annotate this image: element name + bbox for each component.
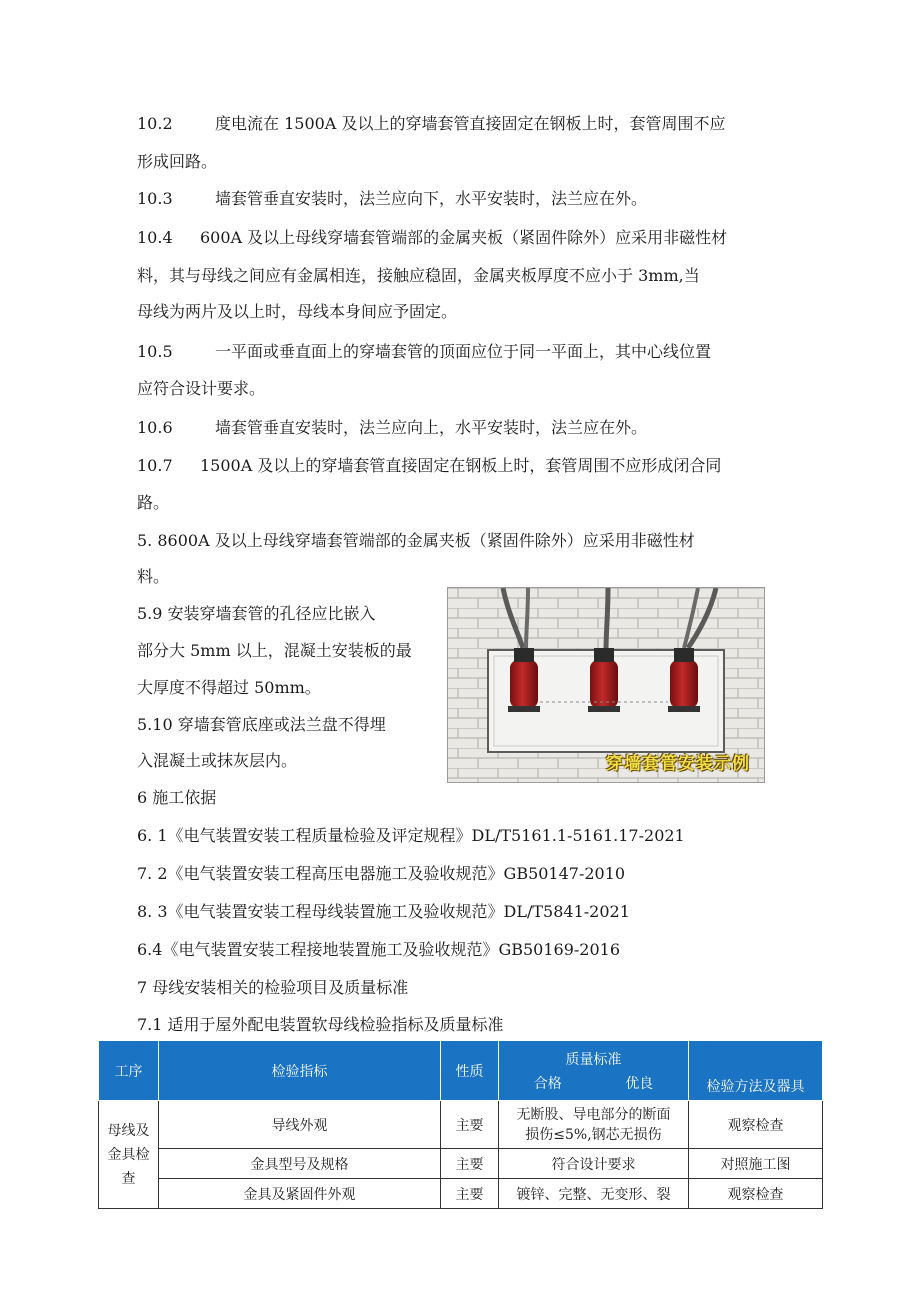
item-number: 10.5 bbox=[137, 342, 173, 361]
method-cell: 观察检查 bbox=[689, 1101, 823, 1149]
indicator-cell: 金具型号及规格 bbox=[159, 1149, 441, 1179]
paragraph-line: 5.10 穿墙套管底座或法兰盘不得埋 bbox=[137, 715, 386, 734]
header-method: 检验方法及器具 bbox=[689, 1041, 823, 1101]
header-standard-title: 质量标准 bbox=[565, 1051, 622, 1068]
header-standard bbox=[499, 1041, 689, 1101]
header-nature: 性质 bbox=[441, 1041, 499, 1101]
standard-cell: 镀锌、完整、无变形、裂 bbox=[499, 1179, 689, 1209]
reference-item: 8. 3《电气装置安装工程母线装置施工及验收规范》DL/T5841-2021 bbox=[137, 902, 630, 921]
item-number: 10.7 bbox=[137, 456, 173, 475]
header-qualified: 合格 bbox=[533, 1075, 562, 1092]
subsection-heading: 7.1 适用于屋外配电装置软母线检验指标及质量标准 bbox=[137, 1015, 504, 1034]
section-heading: 7 母线安装相关的检验项目及质量标准 bbox=[137, 978, 409, 997]
item-number: 10.4 bbox=[137, 228, 173, 247]
method-cell: 对照施工图 bbox=[689, 1149, 823, 1179]
paragraph-line: 料。 bbox=[137, 567, 170, 586]
reference-item: 6. 1《电气装置安装工程质量检验及评定规程》DL/T5161.1-5161.17-2021 bbox=[137, 826, 685, 845]
header-excellent: 优良 bbox=[625, 1075, 654, 1092]
paragraph-line: 部分大 5mm 以上，混凝土安装板的最 bbox=[137, 641, 412, 660]
quality-standard-table bbox=[98, 1040, 823, 1209]
nature-cell: 主要 bbox=[441, 1101, 499, 1149]
paragraph-line: 5. 8600A 及以上母线穿墙套管端部的金属夹板（紧固件除外）应采用非磁性材 bbox=[137, 531, 695, 550]
standard-cell: 符合设计要求 bbox=[499, 1149, 689, 1179]
item-number: 10.6 bbox=[137, 418, 173, 437]
process-cell: 母线及金具检查 bbox=[99, 1101, 159, 1209]
section-heading: 6 施工依据 bbox=[137, 788, 217, 807]
paragraph-line: 入混凝土或抹灰层内。 bbox=[137, 751, 298, 770]
photo-caption: 穿墙套管安装示例 bbox=[606, 754, 750, 774]
method-cell: 观察检查 bbox=[689, 1179, 823, 1209]
paragraph-line: 度电流在 1500A 及以上的穿墙套管直接固定在钢板上时，套管周围不应 bbox=[215, 114, 726, 133]
header-indicator: 检验指标 bbox=[159, 1041, 441, 1101]
standard-cell: 无断股、导电部分的断面损伤≤5%,钢芯无损伤 bbox=[499, 1101, 689, 1149]
bushing-installation-photo bbox=[447, 587, 765, 783]
nature-cell: 主要 bbox=[441, 1179, 499, 1209]
paragraph-line: 1500A 及以上的穿墙套管直接固定在钢板上时，套管周围不应形成闭合同 bbox=[200, 456, 722, 475]
item-number: 10.3 bbox=[137, 189, 173, 208]
paragraph-line: 路。 bbox=[137, 493, 170, 512]
paragraph-line: 母线为两片及以上时，母线本身间应予固定。 bbox=[137, 302, 458, 321]
paragraph-line: 大厚度不得超过 50mm。 bbox=[137, 678, 321, 697]
indicator-cell: 金具及紧固件外观 bbox=[159, 1179, 441, 1209]
paragraph-line: 墙套管垂直安装时，法兰应向上，水平安装时，法兰应在外。 bbox=[215, 418, 648, 437]
table-row bbox=[99, 1149, 823, 1179]
paragraph-line: 形成回路。 bbox=[137, 152, 218, 171]
nature-cell: 主要 bbox=[441, 1149, 499, 1179]
table-row bbox=[99, 1101, 823, 1149]
indicator-cell: 导线外观 bbox=[159, 1101, 441, 1149]
paragraph-line: 600A 及以上母线穿墙套管端部的金属夹板（紧固件除外）应采用非磁性材 bbox=[200, 228, 728, 247]
paragraph-line: 料，其与母线之间应有金属相连，接触应稳固，金属夹板厚度不应小于 3mm,当 bbox=[137, 266, 700, 285]
reference-item: 7. 2《电气装置安装工程高压电器施工及验收规范》GB50147-2010 bbox=[137, 864, 626, 883]
paragraph-line: 墙套管垂直安装时，法兰应向下，水平安装时，法兰应在外。 bbox=[215, 189, 648, 208]
header-process: 工序 bbox=[99, 1041, 159, 1101]
paragraph-line: 5.9 安装穿墙套管的孔径应比嵌入 bbox=[137, 604, 376, 623]
item-number: 10.2 bbox=[137, 114, 173, 133]
paragraph-line: 应符合设计要求。 bbox=[137, 379, 266, 398]
reference-item: 6.4《电气装置安装工程接地装置施工及验收规范》GB50169-2016 bbox=[137, 940, 621, 959]
paragraph-line: 一平面或垂直面上的穿墙套管的顶面应位于同一平面上，其中心线位置 bbox=[215, 342, 712, 361]
table-row bbox=[99, 1179, 823, 1209]
